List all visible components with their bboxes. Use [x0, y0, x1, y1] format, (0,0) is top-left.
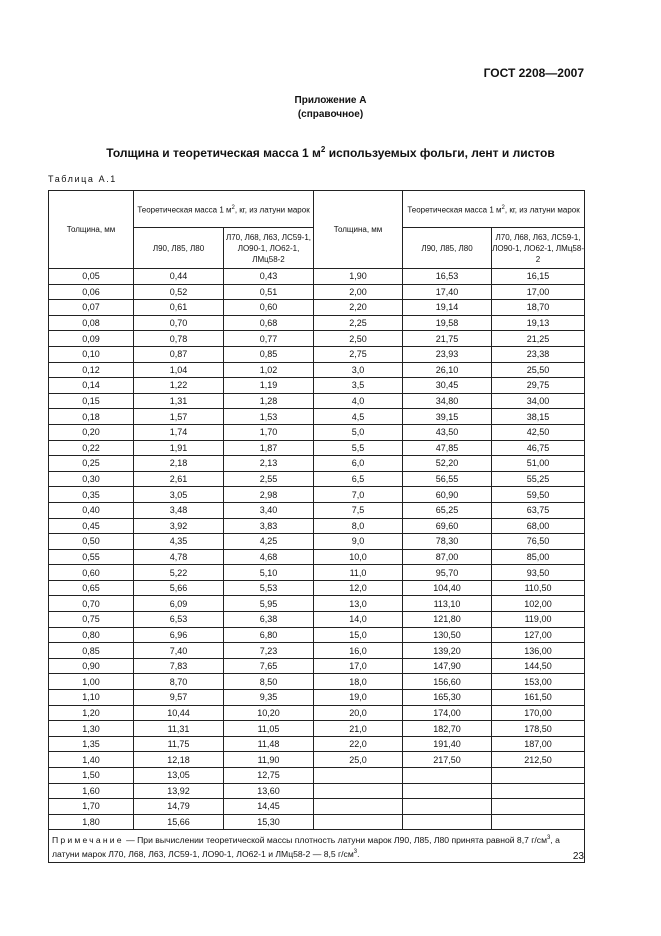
table-cell: 121,80: [403, 612, 492, 628]
table-cell: 0,05: [49, 269, 134, 285]
table-cell: 12,0: [314, 580, 403, 596]
table-cell: 144,50: [492, 658, 585, 674]
table-cell: 3,5: [314, 378, 403, 394]
table-cell: 6,38: [224, 612, 314, 628]
standard-number: ГОСТ 2208—2007: [483, 66, 584, 80]
table-row: [49, 596, 585, 612]
table-cell: 14,45: [224, 799, 314, 815]
table-cell: 3,48: [134, 502, 224, 518]
table-cell: 68,00: [492, 518, 585, 534]
table-cell: 5,66: [134, 580, 224, 596]
table-cell: 13,0: [314, 596, 403, 612]
table-cell: 0,60: [49, 565, 134, 581]
table-cell: [492, 783, 585, 799]
table-cell: 187,00: [492, 736, 585, 752]
mass-group-text-after-2: , кг, из латуни марок: [504, 205, 580, 215]
table-cell: 13,05: [134, 768, 224, 784]
table-cell: 1,40: [49, 752, 134, 768]
table-cell: [492, 768, 585, 784]
table-cell: 7,23: [224, 643, 314, 659]
table-cell: 0,07: [49, 300, 134, 316]
table-row: [49, 705, 585, 721]
table-cell: 2,98: [224, 487, 314, 503]
table-cell: 11,0: [314, 565, 403, 581]
table-cell: 153,00: [492, 674, 585, 690]
table-row: [49, 721, 585, 737]
table-cell: 52,20: [403, 456, 492, 472]
table-cell: 139,20: [403, 643, 492, 659]
table-row: [49, 424, 585, 440]
table-cell: 2,50: [314, 331, 403, 347]
table-cell: 11,31: [134, 721, 224, 737]
table-cell: 3,83: [224, 518, 314, 534]
table-cell: 3,40: [224, 502, 314, 518]
table-cell: 56,55: [403, 471, 492, 487]
table-cell: 1,28: [224, 393, 314, 409]
table-cell: 30,45: [403, 378, 492, 394]
table-cell: 12,18: [134, 752, 224, 768]
table-cell: 16,15: [492, 269, 585, 285]
table-cell: 0,75: [49, 612, 134, 628]
note-label: Примечание: [52, 835, 124, 846]
table-cell: 3,0: [314, 362, 403, 378]
table-cell: 43,50: [403, 424, 492, 440]
table-cell: 1,74: [134, 424, 224, 440]
table-cell: 0,77: [224, 331, 314, 347]
table-cell: 23,38: [492, 346, 585, 362]
table-cell: [403, 783, 492, 799]
table-cell: 14,79: [134, 799, 224, 815]
table-cell: 130,50: [403, 627, 492, 643]
table-cell: 3,05: [134, 487, 224, 503]
table-cell: 0,85: [49, 643, 134, 659]
table-cell: 21,0: [314, 721, 403, 737]
table-row: [49, 393, 585, 409]
table-row: [49, 736, 585, 752]
table-row: [49, 346, 585, 362]
table-cell: 110,50: [492, 580, 585, 596]
table-cell: 136,00: [492, 643, 585, 659]
table-cell: 0,52: [134, 284, 224, 300]
table-cell: 2,61: [134, 471, 224, 487]
table-cell: 1,04: [134, 362, 224, 378]
header-mass-group: [134, 191, 314, 228]
table-cell: 2,75: [314, 346, 403, 362]
table-row: [49, 799, 585, 815]
table-row: [49, 752, 585, 768]
header-thickness-2: Толщина, мм: [314, 191, 403, 269]
table-cell: 87,00: [403, 549, 492, 565]
table-cell: 0,78: [134, 331, 224, 347]
table-cell: 0,14: [49, 378, 134, 394]
table-cell: 0,55: [49, 549, 134, 565]
table-row: [49, 612, 585, 628]
table-cell: 2,18: [134, 456, 224, 472]
table-cell: 0,43: [224, 269, 314, 285]
table-cell: 0,70: [134, 315, 224, 331]
table-note: [49, 830, 585, 863]
table-cell: 0,20: [49, 424, 134, 440]
table-cell: 93,50: [492, 565, 585, 581]
table-cell: 0,70: [49, 596, 134, 612]
table-row: [49, 565, 585, 581]
table-cell: 4,35: [134, 534, 224, 550]
table-cell: 6,96: [134, 627, 224, 643]
table-cell: 6,5: [314, 471, 403, 487]
table-cell: 42,50: [492, 424, 585, 440]
table-row: [49, 768, 585, 784]
table-cell: 0,45: [49, 518, 134, 534]
table-cell: 9,57: [134, 690, 224, 706]
appendix-title: Приложение А: [294, 95, 367, 106]
table-cell: 25,50: [492, 362, 585, 378]
table-cell: 6,80: [224, 627, 314, 643]
table-cell: 0,68: [224, 315, 314, 331]
table-cell: 15,66: [134, 814, 224, 830]
table-cell: 18,0: [314, 674, 403, 690]
page-number: 23: [572, 851, 584, 862]
table-cell: 6,0: [314, 456, 403, 472]
table-cell: 25,0: [314, 752, 403, 768]
table-cell: 17,0: [314, 658, 403, 674]
title-sup: 2: [320, 145, 326, 154]
table-cell: 10,0: [314, 549, 403, 565]
table-cell: 11,90: [224, 752, 314, 768]
table-cell: 5,10: [224, 565, 314, 581]
table-cell: 0,44: [134, 269, 224, 285]
table-cell: 170,00: [492, 705, 585, 721]
table-cell: 0,60: [224, 300, 314, 316]
table-cell: 0,12: [49, 362, 134, 378]
note-part3: .: [357, 849, 360, 860]
table-cell: 0,15: [49, 393, 134, 409]
table-cell: 165,30: [403, 690, 492, 706]
note-sup1: 3: [547, 835, 551, 842]
table-cell: 69,60: [403, 518, 492, 534]
table-cell: 17,40: [403, 284, 492, 300]
table-cell: 0,10: [49, 346, 134, 362]
table-cell: 2,13: [224, 456, 314, 472]
note-sup2: 3: [353, 849, 358, 856]
table-cell: 1,30: [49, 721, 134, 737]
table-cell: 119,00: [492, 612, 585, 628]
table-cell: 16,0: [314, 643, 403, 659]
table-cell: 1,02: [224, 362, 314, 378]
table-cell: 65,25: [403, 502, 492, 518]
table-cell: 7,5: [314, 502, 403, 518]
table-row: [49, 331, 585, 347]
table-cell: [403, 814, 492, 830]
table-cell: 147,90: [403, 658, 492, 674]
table-cell: 10,44: [134, 705, 224, 721]
table-cell: 39,15: [403, 409, 492, 425]
table-cell: 11,05: [224, 721, 314, 737]
table-cell: 22,0: [314, 736, 403, 752]
table-cell: [314, 768, 403, 784]
table-cell: 1,19: [224, 378, 314, 394]
table-cell: 1,20: [49, 705, 134, 721]
mass-group-sup-2: 2: [501, 204, 505, 211]
table-row: [49, 284, 585, 300]
appendix-subtitle: (справочное): [297, 109, 364, 120]
table-cell: 102,00: [492, 596, 585, 612]
table-row: [49, 440, 585, 456]
table-cell: 1,90: [314, 269, 403, 285]
table-cell: [403, 799, 492, 815]
table-cell: 174,00: [403, 705, 492, 721]
table-cell: 1,10: [49, 690, 134, 706]
header-thickness: Толщина, мм: [49, 191, 134, 269]
table-cell: 0,65: [49, 580, 134, 596]
table-body: [49, 269, 585, 830]
mass-group-text-after: , кг, из латуни марок: [234, 205, 310, 215]
table-row: [49, 580, 585, 596]
table-cell: 1,60: [49, 783, 134, 799]
table-cell: 47,85: [403, 440, 492, 456]
table-cell: 1,91: [134, 440, 224, 456]
table-cell: 2,55: [224, 471, 314, 487]
mass-group-text: Теоретическая масса 1 м: [137, 205, 232, 215]
table-cell: 7,83: [134, 658, 224, 674]
table-cell: 0,08: [49, 315, 134, 331]
table-cell: 1,50: [49, 768, 134, 784]
table-cell: 1,70: [224, 424, 314, 440]
table-cell: 34,00: [492, 393, 585, 409]
table-cell: 78,30: [403, 534, 492, 550]
table-cell: 55,25: [492, 471, 585, 487]
header-l70-2: Л70, Л68, Л63, ЛС59-1, ЛО90-1, ЛО62-1, ЛМц58-2: [492, 228, 585, 269]
table-cell: 2,25: [314, 315, 403, 331]
header-l90-2: Л90, Л85, Л80: [403, 228, 492, 269]
table-row: [49, 534, 585, 550]
table-cell: 0,61: [134, 300, 224, 316]
table-cell: 0,80: [49, 627, 134, 643]
table-row: [49, 643, 585, 659]
table-cell: 0,51: [224, 284, 314, 300]
table-cell: 182,70: [403, 721, 492, 737]
table-cell: 95,70: [403, 565, 492, 581]
table-cell: 1,22: [134, 378, 224, 394]
table-cell: 16,53: [403, 269, 492, 285]
table-cell: 0,22: [49, 440, 134, 456]
table-cell: 1,80: [49, 814, 134, 830]
table-cell: 8,0: [314, 518, 403, 534]
table-cell: 23,93: [403, 346, 492, 362]
table-cell: 1,57: [134, 409, 224, 425]
table-cell: 4,5: [314, 409, 403, 425]
table-cell: 104,40: [403, 580, 492, 596]
table-cell: 38,15: [492, 409, 585, 425]
table-cell: 14,0: [314, 612, 403, 628]
table-cell: 59,50: [492, 487, 585, 503]
table-row: [49, 502, 585, 518]
table-cell: [314, 814, 403, 830]
table-cell: 1,53: [224, 409, 314, 425]
table-row: [49, 783, 585, 799]
header-l70: Л70, Л68, Л63, ЛС59-1, ЛО90-1, ЛО62-1, ЛМц58-2: [224, 228, 314, 269]
table-row: [49, 269, 585, 285]
table-cell: 11,48: [224, 736, 314, 752]
table-cell: 7,65: [224, 658, 314, 674]
table-cell: 4,0: [314, 393, 403, 409]
table-cell: 5,22: [134, 565, 224, 581]
table-cell: 46,75: [492, 440, 585, 456]
table-row: [49, 549, 585, 565]
table-cell: [314, 783, 403, 799]
table-cell: 4,25: [224, 534, 314, 550]
table-cell: 6,53: [134, 612, 224, 628]
table-cell: 0,09: [49, 331, 134, 347]
table-cell: 127,00: [492, 627, 585, 643]
mass-group-sup: 2: [231, 204, 235, 211]
table-cell: 4,78: [134, 549, 224, 565]
table-row: [49, 300, 585, 316]
table-cell: 0,85: [224, 346, 314, 362]
table-cell: 5,5: [314, 440, 403, 456]
table-row: [49, 315, 585, 331]
header-mass-group-2: [403, 191, 585, 228]
table-cell: 12,75: [224, 768, 314, 784]
table-cell: 0,18: [49, 409, 134, 425]
table-cell: 29,75: [492, 378, 585, 394]
table-cell: 10,20: [224, 705, 314, 721]
table-cell: 156,60: [403, 674, 492, 690]
document-title: [0, 145, 661, 160]
table-cell: 4,68: [224, 549, 314, 565]
header-l90: Л90, Л85, Л80: [134, 228, 224, 269]
table-cell: 21,75: [403, 331, 492, 347]
table-cell: [314, 799, 403, 815]
table-cell: 20,0: [314, 705, 403, 721]
table-cell: [492, 799, 585, 815]
table-cell: 9,0: [314, 534, 403, 550]
table-cell: 1,31: [134, 393, 224, 409]
table-cell: 7,40: [134, 643, 224, 659]
table-cell: 5,95: [224, 596, 314, 612]
table-row: [49, 690, 585, 706]
table-cell: [403, 768, 492, 784]
table-cell: 2,20: [314, 300, 403, 316]
table-cell: 0,25: [49, 456, 134, 472]
table-cell: 2,00: [314, 284, 403, 300]
note-part1: — При вычислении теоретической массы плотность латуни марок Л90, Л85, Л80 принята равной 8,7 г/см: [123, 835, 547, 846]
table-cell: 11,75: [134, 736, 224, 752]
table-cell: 1,00: [49, 674, 134, 690]
table-cell: 19,58: [403, 315, 492, 331]
table-row: [49, 378, 585, 394]
table-cell: 0,50: [49, 534, 134, 550]
table-cell: 0,87: [134, 346, 224, 362]
table-cell: 7,0: [314, 487, 403, 503]
table-cell: [492, 814, 585, 830]
note-part2: , а латуни марок Л70, Л68, Л63, ЛС59-1, ЛО90-1, ЛО62-1 и ЛМц58-2 — 8,5 г/см: [52, 835, 560, 860]
table-row: [49, 658, 585, 674]
table-cell: 0,35: [49, 487, 134, 503]
table-cell: 17,00: [492, 284, 585, 300]
table-cell: 0,30: [49, 471, 134, 487]
table-cell: 63,75: [492, 502, 585, 518]
table-cell: 0,90: [49, 658, 134, 674]
table-cell: 0,40: [49, 502, 134, 518]
table-cell: 3,92: [134, 518, 224, 534]
table-cell: 5,53: [224, 580, 314, 596]
table-cell: 6,09: [134, 596, 224, 612]
table-cell: 8,50: [224, 674, 314, 690]
table-cell: 191,40: [403, 736, 492, 752]
table-row: [49, 362, 585, 378]
table-cell: 19,0: [314, 690, 403, 706]
title-text-after: используемых фольги, лент и листов: [325, 146, 555, 160]
table-cell: 178,50: [492, 721, 585, 737]
table-cell: 1,70: [49, 799, 134, 815]
mass-group-text-2: Теоретическая масса 1 м: [407, 205, 502, 215]
table-cell: 21,25: [492, 331, 585, 347]
table-row: [49, 627, 585, 643]
table-label: Таблица А.1: [48, 174, 117, 184]
table-cell: 76,50: [492, 534, 585, 550]
table-row: [49, 409, 585, 425]
table-cell: 9,35: [224, 690, 314, 706]
table-cell: 161,50: [492, 690, 585, 706]
table-cell: 60,90: [403, 487, 492, 503]
table-cell: 217,50: [403, 752, 492, 768]
table-cell: 113,10: [403, 596, 492, 612]
mass-table: [48, 190, 585, 863]
table-row: [49, 487, 585, 503]
table-cell: 26,10: [403, 362, 492, 378]
table-cell: 8,70: [134, 674, 224, 690]
table-cell: 85,00: [492, 549, 585, 565]
table-row: [49, 456, 585, 472]
table-cell: 51,00: [492, 456, 585, 472]
table-cell: 0,06: [49, 284, 134, 300]
table-cell: 15,0: [314, 627, 403, 643]
table-row: [49, 674, 585, 690]
table-row: [49, 814, 585, 830]
table-cell: 212,50: [492, 752, 585, 768]
table-cell: 1,87: [224, 440, 314, 456]
table-cell: 18,70: [492, 300, 585, 316]
table-cell: 19,13: [492, 315, 585, 331]
table-row: [49, 471, 585, 487]
table-cell: 15,30: [224, 814, 314, 830]
table-row: [49, 518, 585, 534]
table-cell: 5,0: [314, 424, 403, 440]
table-cell: 13,92: [134, 783, 224, 799]
table-cell: 1,35: [49, 736, 134, 752]
title-text: Толщина и теоретическая масса 1 м: [106, 146, 321, 160]
table-cell: 13,60: [224, 783, 314, 799]
table-cell: 34,80: [403, 393, 492, 409]
table-cell: 19,14: [403, 300, 492, 316]
